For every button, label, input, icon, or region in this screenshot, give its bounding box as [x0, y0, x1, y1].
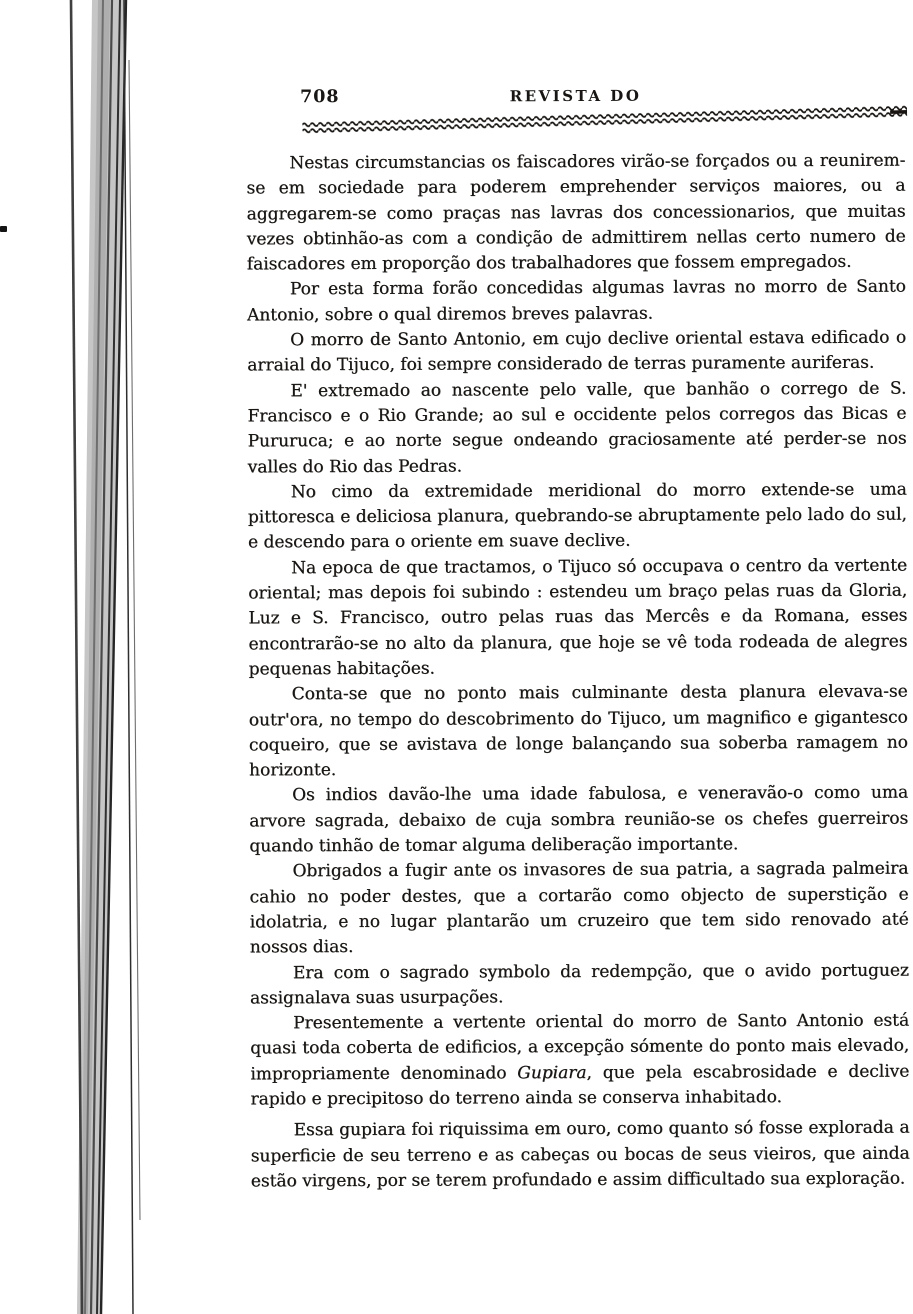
margin-ink-mark [0, 226, 7, 232]
paragraph [248, 477, 907, 556]
text-segment: Era com o sagrado symbolo da redempção, que o avido portuguez assignalava suas usurpações. [249, 960, 909, 1009]
paragraph [246, 149, 906, 278]
body-text [246, 149, 910, 1195]
text-segment: Conta-se que no ponto mais culminante desta planura elevava-se outr'ora, no tempo do descobrimento do Tijuco, um magnifico e gigantesco coqueiro, que se avistava de longe balançando sua soberba ramagem no horizonte. [248, 681, 908, 781]
text-segment: Na epoca de que tractamos, o Tijuco só occupava o centro da vertente oriental; mas depois foi subindo : estendeu um braço pelas ruas da Gloria, Luz e S. Francisco, outro pelas ruas das Mercês e da Romana, esses encontrarão-se no alto da planura, que hoje se vê toda rodeada de alegres pequenas habitações. [248, 555, 908, 680]
text-segment: Os indios davão-lhe uma idade fabulosa, e veneravão-o como uma arvore sagrada, debaixo de cuja sombra reunião-se os chefes guerreiros quando tinhão de tomar alguma deliberação importante. [249, 782, 909, 857]
paragraph [251, 1116, 910, 1195]
text-segment: , que pela escabrosidade e declive rapido e precipitoso do terreno ainda se conserva inhabitado. [250, 1061, 910, 1110]
text-segment: Por esta forma forão concedidas algumas lavras no morro de Santo Antonio, sobre o qual diremos breves palavras. [246, 277, 906, 326]
running-title: REVISTA DO [509, 86, 642, 106]
paragraph [250, 1009, 909, 1113]
paragraph [247, 326, 906, 379]
paragraph [249, 857, 908, 961]
text-segment: Essa gupiara foi riquissima em ouro, como quanto só fosse explorada a superficie de seu terreno e as cabeças ou bocas de seus vieiros, que ainda estão virgens, por se terem profundado e assim difficultado sua exploração. [250, 1117, 910, 1192]
paragraph [250, 958, 909, 1011]
page-header [246, 85, 905, 132]
page-content [246, 85, 910, 1192]
page-number: 708 [300, 87, 340, 108]
paragraph [249, 680, 908, 784]
text-segment: Obrigados a fugir ante os invasores de sua patria, a sagrada palmeira cahio no poder destes, que a cortarão como objecto de superstição e idolatria, e no lugar plantarão um cruzeiro que tem sido renovado até nossos dias. [249, 858, 909, 958]
paragraph [247, 275, 906, 328]
paragraph [249, 781, 908, 860]
text-segment: No cimo da extremidade meridional do morro extende-se uma pittoresca e deliciosa planura, quebrando-se abruptamente pelo lado do sul, e descendo para o oriente em suave declive. [247, 479, 907, 553]
text-segment: E' extremado ao nascente pelo valle, que banhão o corrego de S. Francisco e o Rio Grande; ao sul e occidente pelos corregos das Bicas e Pururuca; e ao norte segue ondeando graciosamente até perder-se nos valles do Rio das Pedras. [247, 378, 907, 477]
text-segment: Presentemente a vertente oriental do morro de Santo Antonio está quasi toda coberta de edificios, a excepção sómente do ponto mais elevado, impropriamente denominado [250, 1010, 910, 1085]
italic-term: Gupiara [517, 1062, 587, 1083]
book-gutter-shadow [0, 0, 170, 1314]
paragraph [247, 376, 906, 480]
paragraph [248, 553, 908, 682]
text-segment: O morro de Santo Antonio, em cujo declive oriental estava edificado o arraial do Tijuco, foi sempre considerado de terras puramente auriferas. [247, 327, 907, 376]
text-segment: Nestas circumstancias os faiscadores virão-se forçados ou a reunirem-se em sociedade para poderem emprehender serviços maiores, ou a aggregarem-se como praças nas lavras dos concessionarios, que muitas vezes obtinhão-as com a condição de admittirem nellas certo numero de faiscadores em proporção dos trabalhadores que fossem empregados. [246, 150, 906, 275]
header-rule [302, 105, 907, 137]
